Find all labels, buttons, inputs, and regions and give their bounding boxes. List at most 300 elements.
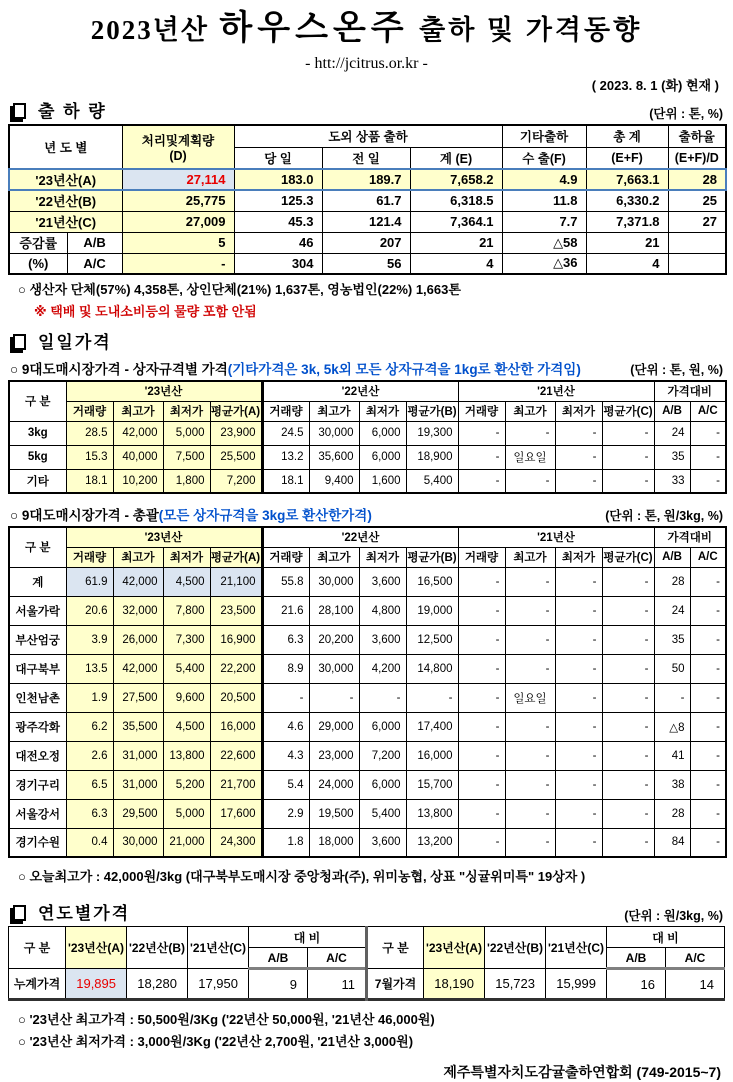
row-label: 3kg xyxy=(9,421,66,445)
cell: 40,000 xyxy=(113,445,163,469)
cell: - xyxy=(309,683,359,712)
col-y23: '23년산 xyxy=(66,527,262,547)
cell: 25 xyxy=(668,190,726,211)
col-avg-b: 평균가(B) xyxy=(406,401,458,421)
table-row xyxy=(9,625,726,654)
cell: 28,100 xyxy=(309,596,359,625)
cell: 41 xyxy=(654,741,690,770)
cell: 6,000 xyxy=(359,770,406,799)
table-row-2023 xyxy=(9,169,726,190)
col-low: 최저가 xyxy=(359,401,406,421)
market-total-body xyxy=(9,567,726,857)
col-high: 최고가 xyxy=(113,401,163,421)
col-group-etc: 기타출하 xyxy=(502,125,586,147)
table-row xyxy=(9,770,726,799)
row-label: '22년산(B) xyxy=(9,190,122,211)
cell: 7,371.8 xyxy=(586,211,668,232)
table-row xyxy=(9,469,726,493)
cell: 46 xyxy=(234,232,322,253)
cell: 18,280 xyxy=(127,969,188,1000)
cell: △8 xyxy=(654,712,690,741)
col-y21: '21년산 xyxy=(458,527,654,547)
cell: 20,500 xyxy=(210,683,262,712)
col-y22: '22년산 xyxy=(262,527,458,547)
cell: 42,000 xyxy=(113,654,163,683)
cell: 18.1 xyxy=(66,469,113,493)
cell: - xyxy=(690,625,726,654)
cell: - xyxy=(602,828,654,857)
cell: - xyxy=(602,421,654,445)
cell: 35 xyxy=(654,625,690,654)
cell: - xyxy=(555,799,602,828)
table-row-rate-ab xyxy=(9,232,726,253)
cell: 6,330.2 xyxy=(586,190,668,211)
col-group: 구 분 xyxy=(9,527,66,567)
cell: 7,663.1 xyxy=(586,169,668,190)
cell: △36 xyxy=(502,253,586,274)
col-high: 최고가 xyxy=(505,547,555,567)
subheading-note: (기타가격은 3k, 5k외 모든 상자규격을 1kg로 환산한 가격임) xyxy=(227,362,581,377)
col-avg-a: 평균가(A) xyxy=(210,401,262,421)
col-vol: 거래량 xyxy=(458,547,505,567)
cell: 20.6 xyxy=(66,596,113,625)
cell: 7,300 xyxy=(163,625,210,654)
cell: - xyxy=(505,712,555,741)
square-icon xyxy=(13,334,26,350)
cell: - xyxy=(555,770,602,799)
cell: 4,200 xyxy=(359,654,406,683)
col-group-total: 총 계 xyxy=(586,125,668,147)
cell: - xyxy=(262,683,309,712)
cell: 7,800 xyxy=(163,596,210,625)
report-date: ( 2023. 8. 1 (화) 현재 ) xyxy=(591,78,719,93)
row-label: 서울강서 xyxy=(9,799,66,828)
cell: 13,200 xyxy=(406,828,458,857)
col-vol: 거래량 xyxy=(66,401,113,421)
cell: 19,500 xyxy=(309,799,359,828)
cell: 22,200 xyxy=(210,654,262,683)
cell: 17,600 xyxy=(210,799,262,828)
row-label: 대구북부 xyxy=(9,654,66,683)
col-compare: 대 비 xyxy=(249,927,367,948)
cell: 21 xyxy=(586,232,668,253)
cell: - xyxy=(602,741,654,770)
header-row xyxy=(9,125,726,147)
col-vol: 거래량 xyxy=(262,547,309,567)
cell: 23,000 xyxy=(309,741,359,770)
unit-label-box: (단위 : 톤, 원, %) xyxy=(630,363,723,377)
col-avg-c: 평균가(C) xyxy=(602,401,654,421)
col-group: 구 분 xyxy=(367,927,424,969)
cell: 24.5 xyxy=(262,421,309,445)
cell: 25,500 xyxy=(210,445,262,469)
col-ac: A/C xyxy=(666,948,725,969)
col-b: '22년산(B) xyxy=(127,927,188,969)
row-label: 인천남촌 xyxy=(9,683,66,712)
table-row xyxy=(9,799,726,828)
cell: 45.3 xyxy=(234,211,322,232)
col-group: 구 분 xyxy=(9,927,66,969)
table-row xyxy=(9,828,726,857)
col-a: '23년산(A) xyxy=(66,927,127,969)
cell: - xyxy=(654,683,690,712)
cell: - xyxy=(555,596,602,625)
cell: 24 xyxy=(654,421,690,445)
cell: 4,500 xyxy=(163,712,210,741)
cell: 121.4 xyxy=(322,211,410,232)
cell: 24,300 xyxy=(210,828,262,857)
col-b: '22년산(B) xyxy=(485,927,546,969)
row-label: 경기수원 xyxy=(9,828,66,857)
cell: 30,000 xyxy=(309,567,359,596)
cell: 15.3 xyxy=(66,445,113,469)
cell: 207 xyxy=(322,232,410,253)
cell: 38 xyxy=(654,770,690,799)
square-icon xyxy=(13,103,26,119)
table-row xyxy=(9,445,726,469)
cell: - xyxy=(555,741,602,770)
cell: - xyxy=(555,712,602,741)
cell: - xyxy=(602,625,654,654)
col-rate-sub: (E+F)/D xyxy=(668,147,726,169)
section-label: 연도별가격 xyxy=(38,904,131,923)
cell: - xyxy=(690,596,726,625)
col-c: '21년산(C) xyxy=(188,927,249,969)
cell: 8.9 xyxy=(262,654,309,683)
col-ab: A/B xyxy=(249,948,308,969)
col-plan-line2: (D) xyxy=(169,149,187,163)
cell: 55.8 xyxy=(262,567,309,596)
row-label: '21년산(C) xyxy=(9,211,122,232)
cell: 2.6 xyxy=(66,741,113,770)
section-label: 출 하 량 xyxy=(38,102,107,121)
note-producers: ○ 생산자 단체(57%) 4,358톤, 상인단체(21%) 1,637톤, 영농법인(22%) 1,663톤 xyxy=(18,282,461,297)
title-product: 하우스온주 xyxy=(219,9,409,47)
row-label: 5kg xyxy=(9,445,66,469)
header-row xyxy=(9,381,726,401)
row-label: 7월가격 xyxy=(367,969,424,1000)
row-label: 부산엄궁 xyxy=(9,625,66,654)
cell: 7.7 xyxy=(502,211,586,232)
col-prev: 전 일 xyxy=(322,147,410,169)
cell: 18,190 xyxy=(424,969,485,1000)
note-min-price: ○ '23년산 최저가격 : 3,000원/3Kg ('22년산 2,700원, '21년산 3,000원) xyxy=(18,1034,414,1049)
cell: 일요일 xyxy=(505,445,555,469)
col-avg-c: 평균가(C) xyxy=(602,547,654,567)
row-label: (%) xyxy=(9,253,67,274)
cell: 5,400 xyxy=(359,799,406,828)
cell: - xyxy=(602,654,654,683)
row-label: '23년산(A) xyxy=(9,169,122,190)
cell: - xyxy=(602,712,654,741)
table-row xyxy=(9,969,725,1000)
cell: 7,200 xyxy=(359,741,406,770)
cell: - xyxy=(555,421,602,445)
col-y21: '21년산 xyxy=(458,381,654,401)
market-total-table xyxy=(8,526,727,858)
cell: 1.9 xyxy=(66,683,113,712)
col-high: 최고가 xyxy=(113,547,163,567)
cell: 24,000 xyxy=(309,770,359,799)
cell: - xyxy=(690,469,726,493)
cell: 21,100 xyxy=(210,567,262,596)
cell: 22,600 xyxy=(210,741,262,770)
cell: 1.8 xyxy=(262,828,309,857)
col-year: 년 도 별 xyxy=(9,125,122,169)
cell: - xyxy=(555,683,602,712)
cell: 11 xyxy=(308,969,367,1000)
cell: - xyxy=(690,799,726,828)
cell: - xyxy=(505,469,555,493)
table-row xyxy=(9,421,726,445)
cell: 61.9 xyxy=(66,567,113,596)
cell: 21,700 xyxy=(210,770,262,799)
cell: 17,400 xyxy=(406,712,458,741)
cell: 4.6 xyxy=(262,712,309,741)
cell: 3,600 xyxy=(359,625,406,654)
row-sublabel: A/C xyxy=(67,253,122,274)
cell: 183.0 xyxy=(234,169,322,190)
cell: - xyxy=(458,625,505,654)
cell: 4.9 xyxy=(502,169,586,190)
col-plan-line1: 처리및계획량 xyxy=(141,134,215,148)
cell: 4,800 xyxy=(359,596,406,625)
cell: 6.3 xyxy=(262,625,309,654)
col-plan xyxy=(122,125,234,169)
cell: - xyxy=(555,654,602,683)
cell: - xyxy=(505,741,555,770)
cell: 7,200 xyxy=(210,469,262,493)
cell: 23,500 xyxy=(210,596,262,625)
row-label: 광주각화 xyxy=(9,712,66,741)
cell: 31,000 xyxy=(113,741,163,770)
cell: 24 xyxy=(654,596,690,625)
section-title-yearly xyxy=(10,899,130,924)
cell: 50 xyxy=(654,654,690,683)
cell: 23,900 xyxy=(210,421,262,445)
cell: - xyxy=(458,445,505,469)
cell: 15,723 xyxy=(485,969,546,1000)
shipment-table xyxy=(8,124,727,275)
row-sublabel: A/B xyxy=(67,232,122,253)
cell: 9,400 xyxy=(309,469,359,493)
cell: - xyxy=(690,741,726,770)
col-vol: 거래량 xyxy=(458,401,505,421)
header-row xyxy=(9,527,726,547)
subheading-text: ○ 9대도매시장가격 - 총괄 xyxy=(10,508,159,523)
cell: 21.6 xyxy=(262,596,309,625)
col-day: 당 일 xyxy=(234,147,322,169)
cell: - xyxy=(505,770,555,799)
col-compare: 가격대비 xyxy=(654,527,726,547)
cell: 5.4 xyxy=(262,770,309,799)
cell: 42,000 xyxy=(113,567,163,596)
cell: 11.8 xyxy=(502,190,586,211)
cell: 27,114 xyxy=(122,169,234,190)
cell: - xyxy=(555,567,602,596)
cell: 14,800 xyxy=(406,654,458,683)
cell: 15,700 xyxy=(406,770,458,799)
col-low: 최저가 xyxy=(555,401,602,421)
row-label: 대전오정 xyxy=(9,741,66,770)
cell: - xyxy=(602,596,654,625)
cell xyxy=(668,253,726,274)
col-low: 최저가 xyxy=(163,547,210,567)
cell: 30,000 xyxy=(309,654,359,683)
cell: 35,500 xyxy=(113,712,163,741)
cell: 28 xyxy=(668,169,726,190)
col-vol: 거래량 xyxy=(66,547,113,567)
cell: - xyxy=(690,770,726,799)
cell: - xyxy=(359,683,406,712)
cell: 5,000 xyxy=(163,799,210,828)
cell: 19,895 xyxy=(66,969,127,1000)
cell: - xyxy=(690,654,726,683)
col-low: 최저가 xyxy=(163,401,210,421)
cell: - xyxy=(602,445,654,469)
col-vol: 거래량 xyxy=(262,401,309,421)
cell: - xyxy=(602,683,654,712)
cell: - xyxy=(505,799,555,828)
col-y22: '22년산 xyxy=(262,381,458,401)
subheading-note: (모든 상자규격을 3kg로 환산한가격) xyxy=(158,508,372,523)
cell: 15,999 xyxy=(546,969,607,1000)
cell: 19,000 xyxy=(406,596,458,625)
col-y23: '23년산 xyxy=(66,381,262,401)
cell: 9,600 xyxy=(163,683,210,712)
col-ab: A/B xyxy=(654,401,690,421)
cell: - xyxy=(602,469,654,493)
cell: 9 xyxy=(249,969,308,1000)
section-label: 일일가격 xyxy=(38,333,112,352)
table-row xyxy=(9,741,726,770)
cell: - xyxy=(690,567,726,596)
cell: - xyxy=(602,799,654,828)
cell: 4,500 xyxy=(163,567,210,596)
row-label: 계 xyxy=(9,567,66,596)
cell: 5 xyxy=(122,232,234,253)
cell: 13,800 xyxy=(406,799,458,828)
col-total-sub: (E+F) xyxy=(586,147,668,169)
col-high: 최고가 xyxy=(505,401,555,421)
cell: 14 xyxy=(666,969,725,1000)
cell: 6,000 xyxy=(359,421,406,445)
col-group-rate: 출하율 xyxy=(668,125,726,147)
cell: 20,200 xyxy=(309,625,359,654)
col-avg-b: 평균가(B) xyxy=(406,547,458,567)
col-group-outbound: 도외 상품 출하 xyxy=(234,125,502,147)
col-low: 최저가 xyxy=(555,547,602,567)
yearly-price-table xyxy=(8,926,725,1001)
table-row xyxy=(9,654,726,683)
cell: - xyxy=(458,596,505,625)
row-label: 증감률 xyxy=(9,232,67,253)
col-a: '23년산(A) xyxy=(424,927,485,969)
col-high: 최고가 xyxy=(309,547,359,567)
cell: 13.2 xyxy=(262,445,309,469)
cell: 56 xyxy=(322,253,410,274)
cell: 16,000 xyxy=(210,712,262,741)
cell: 35 xyxy=(654,445,690,469)
square-icon xyxy=(13,905,26,921)
page-title xyxy=(0,8,733,55)
cell: - xyxy=(690,421,726,445)
cell: 2.9 xyxy=(262,799,309,828)
cell: 18,000 xyxy=(309,828,359,857)
cell: 33 xyxy=(654,469,690,493)
col-sum: 계 (E) xyxy=(410,147,502,169)
col-avg-a: 평균가(A) xyxy=(210,547,262,567)
cell: 27,009 xyxy=(122,211,234,232)
cell: - xyxy=(555,445,602,469)
cell: 1,600 xyxy=(359,469,406,493)
col-ac: A/C xyxy=(308,948,367,969)
cell: 7,364.1 xyxy=(410,211,502,232)
unit-label-shipment: (단위 : 톤, %) xyxy=(649,107,723,121)
note-max-price: ○ '23년산 최고가격 : 50,500원/3Kg ('22년산 50,000원, '21년산 46,000원) xyxy=(18,1012,435,1027)
cell: - xyxy=(690,683,726,712)
cell: 3,600 xyxy=(359,567,406,596)
cell: 1,800 xyxy=(163,469,210,493)
cell: 18.1 xyxy=(262,469,309,493)
cell: - xyxy=(505,828,555,857)
table-row xyxy=(9,567,726,596)
cell: 4 xyxy=(410,253,502,274)
cell: 7,658.2 xyxy=(410,169,502,190)
cell: 5,200 xyxy=(163,770,210,799)
table-row xyxy=(9,683,726,712)
cell: - xyxy=(690,445,726,469)
table-row-rate-ac xyxy=(9,253,726,274)
title-suffix: 출하 및 가격동향 xyxy=(419,15,643,45)
box-price-table xyxy=(8,380,727,494)
cell: 16,500 xyxy=(406,567,458,596)
col-export: 수 출(F) xyxy=(502,147,586,169)
cell: 29,000 xyxy=(309,712,359,741)
cell: - xyxy=(555,469,602,493)
cell: - xyxy=(458,770,505,799)
cell: 3.9 xyxy=(66,625,113,654)
cell: 5,400 xyxy=(406,469,458,493)
cell: 13.5 xyxy=(66,654,113,683)
cell: 304 xyxy=(234,253,322,274)
cell: 12,500 xyxy=(406,625,458,654)
cell: - xyxy=(505,654,555,683)
cell: 25,775 xyxy=(122,190,234,211)
cell: 26,000 xyxy=(113,625,163,654)
cell: 30,000 xyxy=(113,828,163,857)
row-label: 기타 xyxy=(9,469,66,493)
col-ac: A/C xyxy=(690,401,726,421)
unit-label-yearly: (단위 : 원/3kg, %) xyxy=(624,909,723,923)
col-compare: 대 비 xyxy=(607,927,725,948)
col-group: 구 분 xyxy=(9,381,66,421)
cell: 7,500 xyxy=(163,445,210,469)
note-today-high: ○ 오늘최고가 : 42,000원/3kg (대구북부도매시장 중앙청과(주), 위미농협, 상표 "싱귤위미특" 19상자 ) xyxy=(18,869,586,884)
table-row xyxy=(9,596,726,625)
cell: 5,400 xyxy=(163,654,210,683)
cell: 31,000 xyxy=(113,770,163,799)
row-label: 서울가락 xyxy=(9,596,66,625)
table-row xyxy=(9,712,726,741)
cell: - xyxy=(602,567,654,596)
col-high: 최고가 xyxy=(309,401,359,421)
cell: 18,900 xyxy=(406,445,458,469)
cell: 13,800 xyxy=(163,741,210,770)
subheading-text: ○ 9대도매시장가격 - 상자규격별 가격 xyxy=(10,362,228,377)
cell: 16,000 xyxy=(406,741,458,770)
cell: - xyxy=(690,712,726,741)
